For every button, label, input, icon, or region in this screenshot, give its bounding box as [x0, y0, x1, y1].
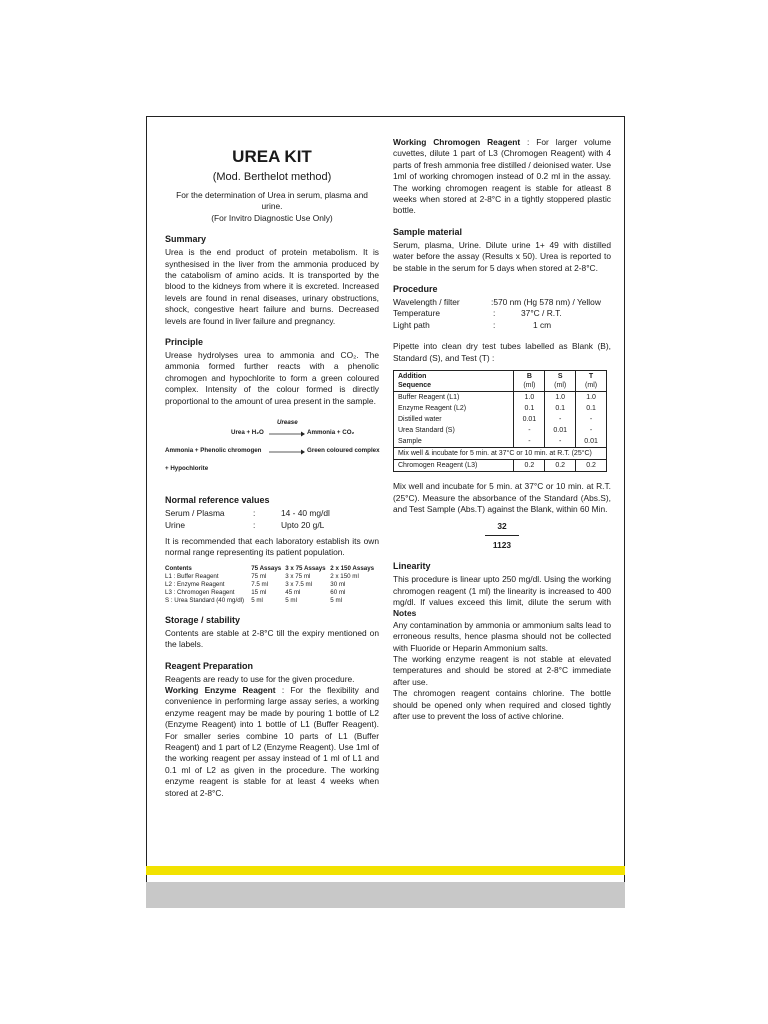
- table-cell: 0.01: [576, 436, 607, 448]
- summary-text: Urea is the end product of protein metabolism. It is synthesised in the liver from the ammonia produced by the catabolism of amino acids. It is transported by the blood to the kidneys from where it is excreted. Increased levels are found in renal diseases, urinary obstructions, shock, congestive heart failure and burns. Decreased levels are found in liver failure and pregnancy.: [165, 247, 379, 326]
- table-row: [165, 573, 379, 581]
- storage-text: Contents are stable at 2-8°C till the expiry mentioned on the labels.: [165, 627, 379, 650]
- normal-note: It is recommended that each laboratory establish its own normal range representing its patient population.: [165, 535, 379, 558]
- normal-row: [165, 520, 379, 531]
- linearity-paragraph: [393, 574, 611, 620]
- table-cell: 1.0: [545, 392, 576, 404]
- table-cell: 3 x 7.5 ml: [285, 580, 313, 588]
- table-cell: Buffer Reagent (L1): [398, 394, 460, 402]
- table-cell: 2 x 150 ml: [330, 572, 359, 580]
- table-header-row: [165, 565, 379, 573]
- reagent-prep-heading: Reagent Preparation: [165, 660, 254, 671]
- table-cell: 0.01: [514, 414, 545, 425]
- reaction-scheme: [165, 407, 379, 485]
- fraction-numerator: 32: [485, 521, 518, 535]
- sample-heading: Sample material: [393, 226, 463, 237]
- document-page: [146, 116, 625, 908]
- normal-label: Serum / Plasma: [165, 508, 225, 519]
- table-row: [165, 581, 379, 589]
- table-cell: Distilled water: [398, 416, 442, 424]
- table-cell: 15 ml: [251, 588, 267, 596]
- notes-label: Notes: [393, 608, 417, 619]
- table-header: [394, 371, 514, 392]
- doc-title: UREA KIT: [232, 147, 312, 166]
- sample-text: Serum, plasma, Urine. Dilute urine 1+ 49 with distilled water before the assay (Results x 50). Urea is reported to be stable in the serum for 5 days when stored at 2-8°C.: [393, 239, 611, 273]
- table-cell: L3 : Chromogen Reagent: [165, 588, 235, 596]
- arrow-icon: [269, 431, 305, 437]
- table-cell: 0.01: [545, 425, 576, 436]
- doc-intro-1: For the determination of Urea in serum, plasma and urine.: [176, 190, 368, 212]
- table-header: 3 x 75 Assays: [285, 564, 326, 572]
- table-header: 75 Assays: [251, 564, 282, 572]
- header-line: (ml): [585, 382, 598, 390]
- note-3: The chromogen reagent contains chlorine. The bottle should be opened only when required and closed tightly after use to prevent the loss of active chlorine.: [393, 688, 611, 721]
- table-cell: -: [514, 425, 545, 436]
- reaction1-left: Urea + H₂O: [231, 429, 264, 437]
- table-cell: 3 x 75 ml: [285, 572, 311, 580]
- procedure-row: [393, 297, 611, 308]
- table-cell: -: [514, 436, 545, 448]
- procedure-value: 37°C / R.T.: [521, 308, 562, 319]
- arrow-icon: [269, 449, 305, 455]
- fraction-denominator: 1123: [492, 539, 512, 550]
- calculation-fraction: [393, 521, 611, 551]
- principle-text: Urease hydrolyses urea to ammonia and CO₂. The ammonia formed further reacts with a phenolic chromogen and hypochlorite to form a green coloured complex. Intensity of the colour formed is directly proportional to the amount of urea present in the sample.: [165, 350, 379, 406]
- header-line: T: [588, 373, 594, 381]
- table-cell: 75 ml: [251, 572, 267, 580]
- left-column: [165, 117, 379, 799]
- working-enzyme-label: Working Enzyme Reagent: [165, 684, 276, 695]
- table-row: [394, 414, 607, 425]
- reaction2-extra: + Hypochlorite: [165, 465, 209, 473]
- reaction2-left: Ammonia + Phenolic chromogen: [165, 447, 262, 455]
- procedure-value: 1 cm: [533, 319, 552, 330]
- note-1: Any contamination by ammonia or ammonium salts lead to erroneous results, hence plasma should not be collected with Fluoride or Heparin Ammonium salts.: [393, 619, 611, 653]
- table-cell: 7.5 ml: [251, 580, 269, 588]
- table-row: [165, 597, 379, 605]
- table-cell: 60 ml: [330, 588, 346, 596]
- doc-intro-2: (For Invitro Diagnostic Use Only): [211, 212, 333, 223]
- table-cell: 0.2: [576, 460, 607, 472]
- after-table-text: Mix well and incubate for 5 min. at 37°C or 10 min. at R.T. (25°C). Measure the absorbance of the Standard (Abs.S), and Test Sample (Abs.T) against the Blank, within 60 Min.: [393, 481, 611, 514]
- table-cell: 0.1: [576, 403, 607, 414]
- pipette-text: Pipette into clean dry test tubes labelled as Blank (B), Standard (S), and Test (T) :: [393, 341, 611, 363]
- linearity-text: This procedure is linear upto 250 mg/dl. Using the working chromogen reagent (1 ml) the linearity is increased to 400 mg/dl. If values exceed this limit, dilute the serum with: [393, 574, 611, 607]
- footer-yellow-band: [146, 866, 625, 875]
- header-line: (ml): [554, 382, 567, 390]
- table-cell: 0.2: [514, 460, 545, 472]
- table-cell: Chromogen Reagent (L3): [398, 462, 478, 470]
- table-row: [394, 403, 607, 414]
- reagent-prep-text: Reagents are ready to use for the given procedure.: [165, 673, 355, 684]
- procedure-value: :570 nm (Hg 578 nm) / Yellow: [491, 297, 601, 308]
- procedure-colon: :: [493, 319, 496, 330]
- working-chromogen-paragraph: [393, 137, 611, 217]
- summary-heading: Summary: [165, 234, 207, 245]
- normal-colon: :: [253, 508, 256, 519]
- table-cell: -: [545, 414, 576, 425]
- right-column: [393, 117, 611, 722]
- table-row: [394, 392, 607, 404]
- table-row: [394, 425, 607, 436]
- table-cell: 1.0: [514, 392, 545, 404]
- procedure-label: Temperature: [393, 308, 441, 319]
- table-cell: 1.0: [576, 392, 607, 404]
- table-cell: Urea Standard (S): [398, 427, 455, 435]
- table-cell: 45 ml: [285, 588, 301, 596]
- table-cell: 0.2: [545, 460, 576, 472]
- table-header: [545, 371, 576, 392]
- reaction1-right: Ammonia + CO₂: [307, 429, 355, 437]
- header-line: Addition: [398, 373, 427, 381]
- table-row: [394, 436, 607, 448]
- table-cell: 5 ml: [285, 596, 297, 604]
- table-cell: 0.1: [545, 403, 576, 414]
- header-line: Sequence: [398, 382, 432, 390]
- table-cell: 30 ml: [330, 580, 346, 588]
- normal-label: Urine: [165, 519, 186, 530]
- table-cell: L2 : Enzyme Reagent: [165, 580, 225, 588]
- table-row: [394, 448, 607, 460]
- normal-value: 14 - 40 mg/dl: [281, 508, 330, 519]
- note-2: The working enzyme reagent is not stable at elevated temperatures and should be stored at 2-8°C immediate after use.: [393, 653, 611, 687]
- table-cell: Sample: [398, 438, 422, 446]
- table-cell: 5 ml: [330, 596, 342, 604]
- normal-heading: Normal reference values: [165, 495, 270, 506]
- procedure-row: [393, 308, 611, 319]
- table-cell: Enzyme Reagent (L2): [398, 405, 467, 413]
- contents-table: [165, 565, 379, 605]
- table-header: [576, 371, 607, 392]
- footer-gray-band: [146, 882, 625, 908]
- table-cell: S : Urea Standard (40 mg/dl): [165, 596, 245, 604]
- procedure-label: Wavelength / filter: [393, 297, 460, 308]
- mix-instruction: Mix well & incubate for 5 min. at 37°C or 10 min. at R.T. (25°C): [394, 448, 607, 460]
- table-cell: 0.1: [514, 403, 545, 414]
- working-enzyme-paragraph: [165, 685, 379, 799]
- working-chromogen-label: Working Chromogen Reagent: [393, 137, 521, 147]
- procedure-row: [393, 320, 611, 331]
- table-cell: 5 ml: [251, 596, 263, 604]
- doc-subtitle: (Mod. Berthelot method): [212, 171, 332, 183]
- working-enzyme-text: : For the flexibility and convenience in performing large assay series, a working enzyme reagent may be made by pouring 1 bottle of L2 (Enzyme Reagent) into 1 bottle of L1 (Buffer Reagent). For smaller series combine 10 parts of L1 (Buffer Reagent) and 1 part of L2 (Enzyme Reagent). Use 1ml of the working reagent per assay instead of 1 ml of L1 and 0.1 ml of L2 as given in the procedure. The working enzyme reagent is stable for at least 4 weeks when stored at 2-8°C.: [165, 684, 379, 798]
- procedure-label: Light path: [393, 319, 430, 330]
- header-line: B: [526, 373, 532, 381]
- normal-value: Upto 20 g/L: [281, 519, 325, 530]
- table-cell: -: [576, 414, 607, 425]
- table-cell: -: [545, 436, 576, 448]
- header-line: (ml): [523, 382, 536, 390]
- table-row: [394, 460, 607, 472]
- table-header: 2 x 150 Assays: [330, 564, 375, 572]
- table-cell: -: [576, 425, 607, 436]
- enzyme-label: Urease: [277, 419, 298, 427]
- normal-row: [165, 508, 379, 519]
- principle-heading: Principle: [165, 337, 204, 348]
- procedure-table: [393, 370, 607, 472]
- header-line: S: [557, 373, 563, 381]
- table-header: Contents: [165, 564, 192, 572]
- storage-heading: Storage / stability: [165, 614, 241, 625]
- working-chromogen-text: : For larger volume cuvettes, dilute 1 part of L3 (Chromogen Reagent) with 4 parts of fresh ammonia free distilled / deionised water. Use 1ml of working chromogen instead of 0.2 ml in the assay. The working chromogen reagent is stable for atleast 8 weeks when stored at 2-8°C in a tightly stoppered plastic bottle.: [393, 137, 612, 216]
- linearity-heading: Linearity: [393, 561, 431, 572]
- reaction2-right: Green coloured complex: [307, 447, 380, 455]
- normal-colon: :: [253, 519, 256, 530]
- procedure-heading: Procedure: [393, 284, 438, 295]
- table-cell: L1 : Buffer Reagent: [165, 572, 219, 580]
- table-header: [514, 371, 545, 392]
- procedure-colon: :: [493, 308, 496, 319]
- table-row: [165, 589, 379, 597]
- table-header-row: [394, 371, 607, 392]
